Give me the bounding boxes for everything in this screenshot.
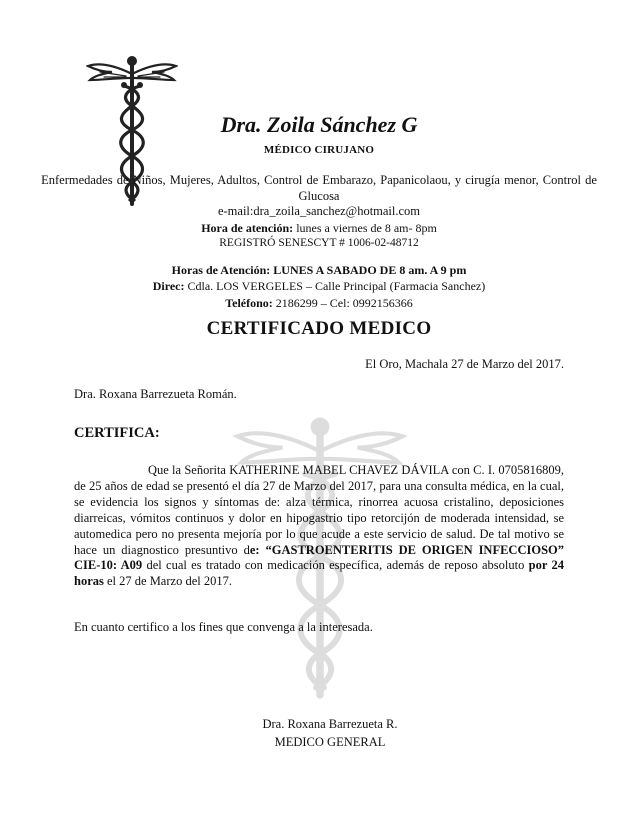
doctor-name: Dra. Zoila Sánchez G [220,112,418,137]
office-hours-value: lunes a viernes de 8 am- 8pm [296,221,437,235]
body-text-part2: del cual es tratado con medicación específica, además de reposo absoluto [142,558,529,573]
diagnosis: e: “GASTROENTERITIS DE ORIGEN INFECCIOSO” CIE-10: A09 [74,542,564,573]
certificate-body [74,463,564,590]
certificate-date: El Oro, Machala 27 de Marzo del 2017. [365,357,564,371]
certificate-title: CERTIFICADO MEDICO [206,318,432,339]
address-label: Direc: [152,279,185,293]
body-text-part1: Que la Señorita KATHERINE MABEL CHAVEZ DÁVILA con C. I. 0705816809, de 25 años de edad se presentó el día 27 de Marzo del 2017, para una consulta médica, en la cual, se evidencia los signos y síntomas de: alza térmica, rinorrea acuosa cristalino, deposiciones diarreicas, vómitos continuos y dolor en hipogastrio tipo retorcijón de moderada intensidad, se automedica pero no presenta mejoría por lo que acude a este servicio de salud. De tal motivo se hace un diagnostico presuntivo d [74,463,564,557]
certifica-heading: CERTIFICA: [74,425,160,441]
doctor-title: MÉDICO CIRUJANO [263,144,375,156]
signature-title: MEDICO GENERAL [274,735,386,749]
rest-period: por 24 horas [74,558,564,589]
registration-number: REGISTRÓ SENESCYT # 1006-02-48712 [219,237,419,249]
attention-hours: Horas de Atención: LUNES A SABADO DE 8 am. A 9 pm [171,263,467,277]
signature-name: Dra. Roxana Barrezueta R. [262,717,398,731]
closing-statement: En cuanto certifico a los fines que convenga a la interesada. [74,620,373,634]
address-value: Cdla. LOS VERGELES – Calle Principal (Farmacia Sanchez) [187,279,486,293]
office-hours-label: Hora de atención: [201,221,294,235]
specialties-text: Enfermedades de Niños, Mujeres, Adultos, Control de Embarazo, Papanicolaou, y cirugía menor, Control de Glucosa [41,173,597,203]
issuer-name: Dra. Roxana Barrezueta Román. [74,387,237,401]
phone-label: Teléfono: [225,296,273,310]
phone [40,296,598,311]
address [40,279,598,294]
office-hours [40,221,598,236]
phone-value: 2186299 – Cel: 0992156366 [275,296,413,310]
email-text: e-mail:dra_zoila_sanchez@hotmail.com [217,204,421,218]
body-text-part3: el 27 de Marzo del 2017. [103,574,232,589]
